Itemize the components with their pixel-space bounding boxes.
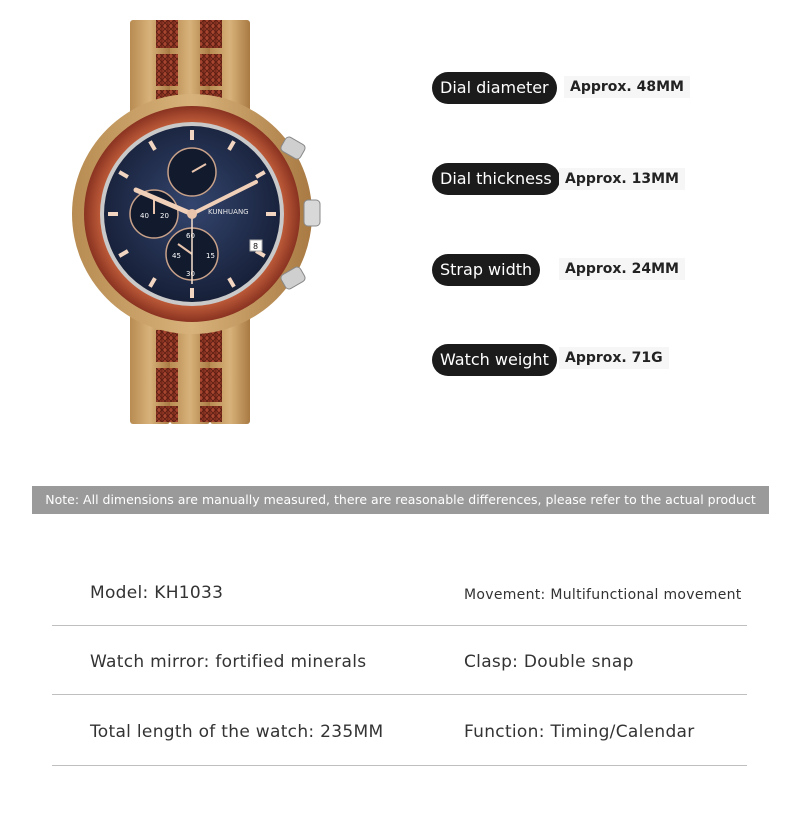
- info-movement: Movement: Multifunctional movement: [464, 587, 742, 603]
- info-total-length: Total length of the watch: 235MM: [90, 722, 384, 742]
- wooden-watch-icon: [60, 14, 330, 429]
- brand-logo-text: KUNHUANG: [208, 208, 249, 216]
- row-divider: [52, 694, 747, 695]
- info-clasp: Clasp: Double snap: [464, 652, 634, 672]
- svg-text:60: 60: [186, 232, 195, 240]
- date-window: [250, 240, 262, 251]
- svg-text:20: 20: [160, 212, 169, 220]
- svg-text:15: 15: [206, 252, 215, 260]
- row-divider: [52, 625, 747, 626]
- spec-value-watch-weight: Approx. 71G: [559, 347, 669, 369]
- info-function: Function: Timing/Calendar: [464, 722, 695, 742]
- spec-value-dial-diameter: Approx. 48MM: [564, 76, 690, 98]
- watch-product-image: [60, 14, 330, 429]
- svg-text:30: 30: [186, 270, 195, 278]
- svg-text:45: 45: [172, 252, 181, 260]
- info-watch-mirror: Watch mirror: fortified minerals: [90, 652, 367, 672]
- row-divider: [52, 765, 747, 766]
- spec-value-strap-width: Approx. 24MM: [559, 258, 685, 280]
- spec-label-dial-thickness: Dial thickness: [432, 163, 560, 195]
- svg-text:8: 8: [253, 242, 259, 251]
- subdial-top: [168, 148, 216, 196]
- measurement-note: Note: All dimensions are manually measured, there are reasonable differences, please refer to the actual product: [32, 486, 769, 514]
- spec-value-dial-thickness: Approx. 13MM: [559, 168, 685, 190]
- spec-label-watch-weight: Watch weight: [432, 344, 557, 376]
- spec-label-strap-width: Strap width: [432, 254, 540, 286]
- info-model: Model: KH1033: [90, 583, 224, 603]
- spec-label-dial-diameter: Dial diameter: [432, 72, 557, 104]
- svg-text:40: 40: [140, 212, 149, 220]
